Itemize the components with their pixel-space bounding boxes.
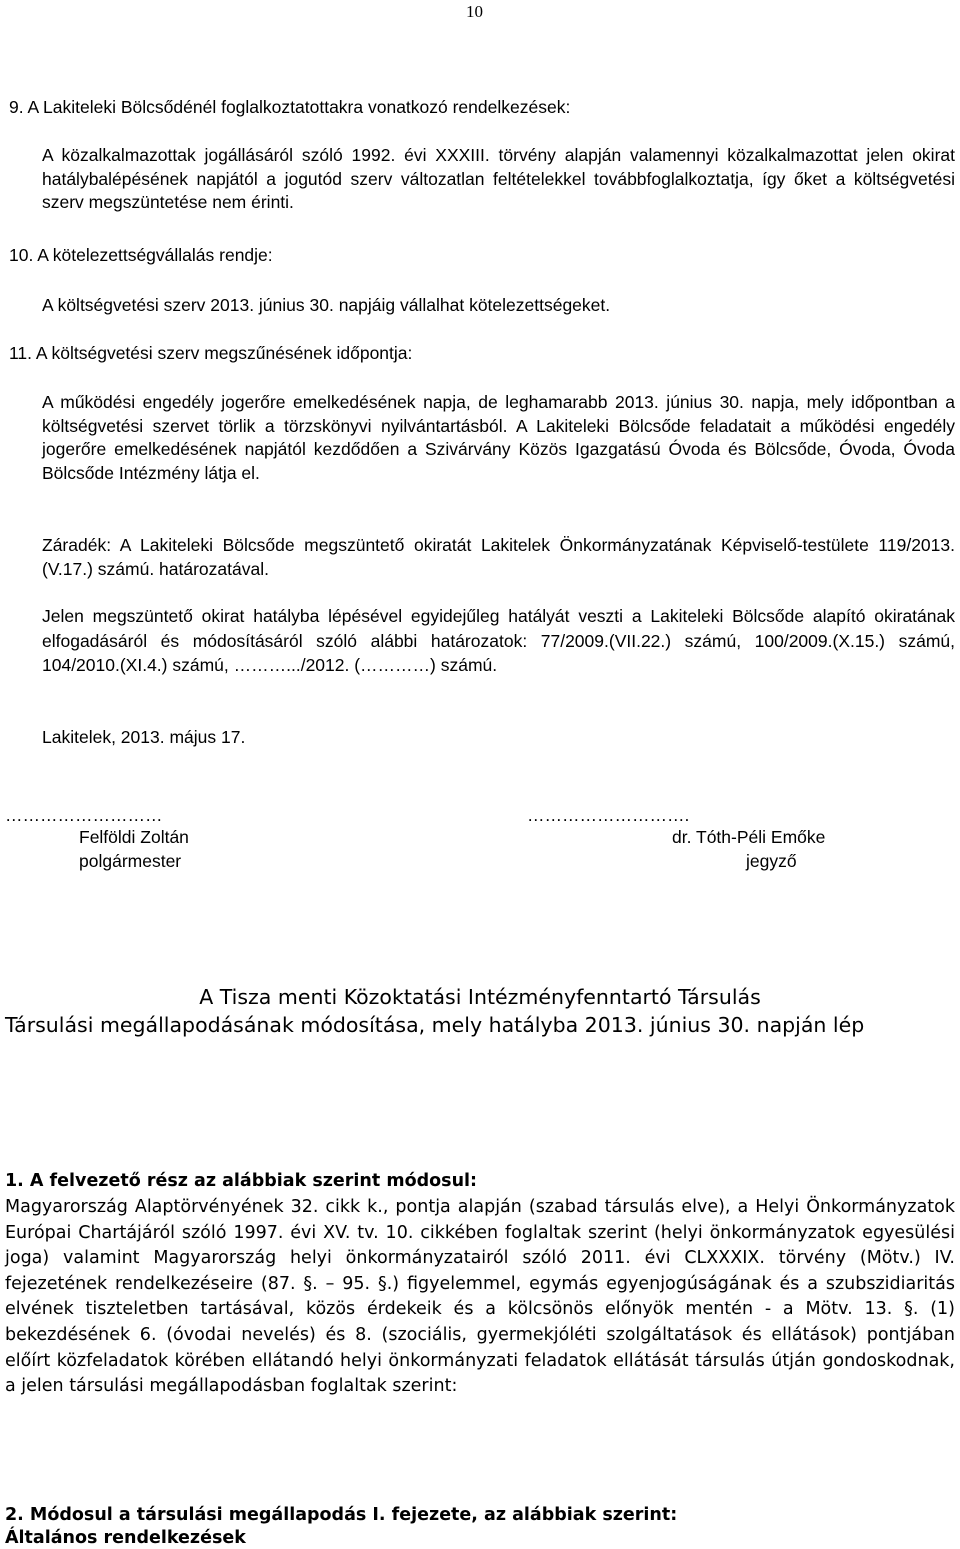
signature-line-right: ………………………. <box>527 805 690 825</box>
signatory-name-right: dr. Tóth-Péli Emőke <box>672 827 826 847</box>
point-1-heading: 1. A felvezető rész az alábbiak szerint módosul: <box>5 1171 478 1191</box>
point-2-subheading: Általános rendelkezések <box>5 1528 246 1548</box>
signature-line-left: ……………………… <box>5 805 163 825</box>
section-9-body: A közalkalmazottak jogállásáról szóló 1992. évi XXXIII. törvény alapján valamennyi közalkalmazottat jelen okirat hatálybalépésének napjától a jogutód szerv változatlan feltételekkel továbbfoglalkoztatja, így őket a költségvetési szerv megszüntetése nem érinti. <box>42 145 955 212</box>
section-9-heading: 9. A Lakiteleki Bölcsődénél foglalkoztatottakra vonatkozó rendelkezések: <box>9 97 571 117</box>
document-title-line1: A Tisza menti Közoktatási Intézményfenntartó Társulás <box>199 985 761 1009</box>
signatory-name-left: Felföldi Zoltán <box>79 827 189 847</box>
repeal-paragraph: Jelen megszüntető okirat hatályba lépésével egyidejűleg hatályát veszti a Lakiteleki Bölcsőde alapító okiratának elfogadásáról és módosításáról szóló alábbi határozatok: 77/2009.(VII.22.) számú, 100/2009.(X.15.) számú, 104/2010.(XI.4.) számú, ……….../2012. (…………) számú. <box>42 606 955 675</box>
document-title-line2: Társulási megállapodásának módosítása, mely hatályba 2013. június 30. napján lép <box>5 1013 865 1037</box>
point-2-heading: 2. Módosul a társulási megállapodás I. fejezete, az alábbiak szerint: <box>5 1505 678 1525</box>
section-10-heading: 10. A kötelezettségvállalás rendje: <box>9 245 273 265</box>
endorsement-clause: Záradék: A Lakiteleki Bölcsőde megszüntető okiratát Lakitelek Önkormányzatának Képviselő-testülete 119/2013. (V.17.) számú. határozatával. <box>42 535 955 579</box>
section-11-body: A működési engedély jogerőre emelkedésének napja, de leghamarabb 2013. június 30. napja, mely időpontban a költségvetési szervet törlik a törzskönyvi nyilvántartásból. A Lakiteleki Bölcsőde feladatait a működési engedély jogerőre emelkedésének napjától kezdődően a Szivárvány Közös Igazgatású Óvoda és Bölcsőde, Óvoda, Óvoda Bölcsőde Intézmény látja el. <box>42 392 955 483</box>
signatory-title-left: polgármester <box>79 851 182 871</box>
page-number: 10 <box>466 2 483 21</box>
section-10-body: A költségvetési szerv 2013. június 30. napjáig vállalhat kötelezettségeket. <box>42 295 611 315</box>
point-1-body: Magyarország Alaptörvényének 32. cikk k., pontja alapján (szabad társulás elve), a Helyi Önkormányzatok Európai Chartájáról szóló 1997. évi XV. tv. 10. cikkében foglaltak szerint (helyi önkormányzatok egyesülési joga) valamint Magyarország helyi önkormányzatairól szóló 2011. évi CLXXXIX. törvény (Mötv.) IV. fejezetének rendelkezéseire (87. §. – 95. §.) figyelemmel, egymás egyenjogúságának és a szubszidiaritás elvének tiszteletben tartásával, közös érdekeik és a kölcsönös előnyök mentén - a Mötv. 13. §. (1) bekezdésének 6. (óvodai nevelés) és 8. (szociális, gyermekjóléti szolgáltatások és ellátások) pontjában előírt közfeladatok körében ellátandó helyi önkormányzati feladatok ellátását társulás útján gondoskodnak, a jelen társulási megállapodásban foglaltak szerint: <box>5 1197 955 1397</box>
section-11-heading: 11. A költségvetési szerv megszűnésének időpontja: <box>9 343 413 363</box>
signatory-title-right: jegyző <box>746 851 797 871</box>
place-date: Lakitelek, 2013. május 17. <box>42 727 246 747</box>
